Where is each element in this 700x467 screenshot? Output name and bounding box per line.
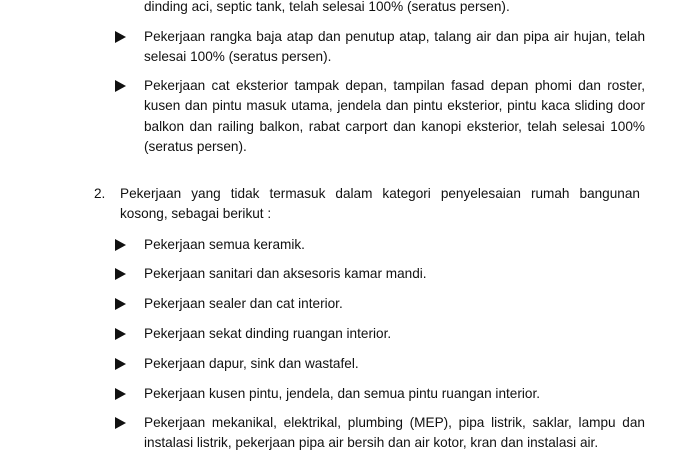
arrow-bullet-icon bbox=[115, 388, 126, 400]
bullet-item bbox=[115, 324, 645, 344]
arrow-bullet-icon bbox=[115, 80, 126, 92]
bullet-text: Pekerjaan semua keramik. bbox=[144, 237, 305, 252]
bullet-text: Pekerjaan rangka baja atap dan penutup atap, talang air dan pipa air hujan, telah selesai 100% (seratus persen). bbox=[144, 29, 645, 65]
continued-paragraph: dinding aci, septic tank, telah selesai 100% (seratus persen). bbox=[144, 0, 510, 14]
bullet-item bbox=[115, 76, 645, 158]
arrow-bullet-icon bbox=[115, 417, 126, 429]
numbered-item bbox=[94, 184, 640, 225]
bullet-item bbox=[115, 27, 645, 68]
bullet-text: Pekerjaan dapur, sink dan wastafel. bbox=[144, 356, 359, 371]
bullet-item bbox=[115, 294, 645, 314]
arrow-bullet-icon bbox=[115, 239, 126, 251]
arrow-bullet-icon bbox=[115, 358, 126, 370]
arrow-bullet-icon bbox=[115, 298, 126, 310]
list-number: 2. bbox=[94, 186, 106, 201]
bullet-text: Pekerjaan sealer dan cat interior. bbox=[144, 296, 343, 311]
bullet-text: Pekerjaan sanitari dan aksesoris kamar mandi. bbox=[144, 266, 427, 281]
bullet-text: Pekerjaan mekanikal, elektrikal, plumbing (MEP), pipa listrik, saklar, lampu dan instalasi listrik, pekerjaan pipa air bersih dan air kotor, kran dan instalasi air. bbox=[144, 415, 645, 451]
bullet-text: Pekerjaan cat eksterior tampak depan, tampilan fasad depan phomi dan roster, kusen dan pintu masuk utama, jendela dan pintu eksterior, pintu kaca sliding door balkon dan railing balkon, rabat carport dan kanopi eksterior, telah selesai 100% (seratus persen). bbox=[144, 78, 645, 155]
bullet-item bbox=[115, 235, 645, 255]
arrow-bullet-icon bbox=[115, 268, 126, 280]
bullet-item bbox=[115, 413, 645, 454]
bullet-item bbox=[115, 264, 645, 284]
arrow-bullet-icon bbox=[115, 328, 126, 340]
bullet-item bbox=[115, 384, 645, 404]
bullet-text: Pekerjaan kusen pintu, jendela, dan semua pintu ruangan interior. bbox=[144, 386, 540, 401]
bullet-text: Pekerjaan sekat dinding ruangan interior. bbox=[144, 326, 392, 341]
bullet-item bbox=[115, 354, 645, 374]
arrow-bullet-icon bbox=[115, 31, 126, 43]
section-heading: Pekerjaan yang tidak termasuk dalam kategori penyelesaian rumah bangunan kosong, sebagai berikut : bbox=[120, 186, 640, 222]
